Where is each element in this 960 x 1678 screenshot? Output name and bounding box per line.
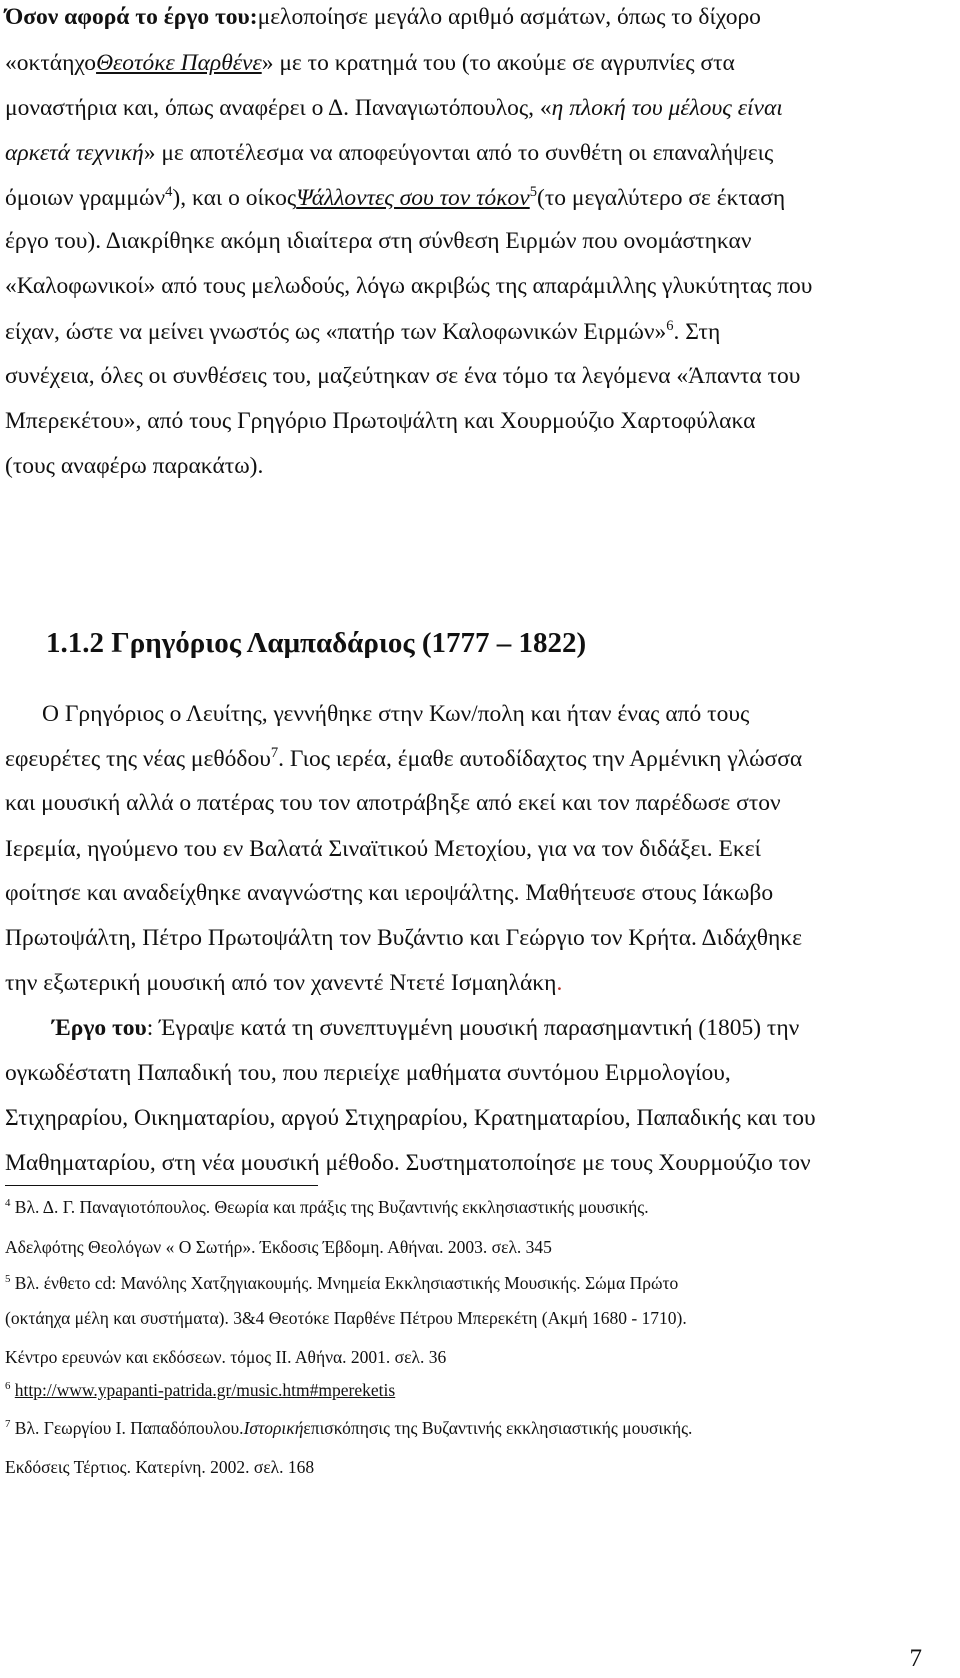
footnote-ref[interactable]: 7 [270, 745, 279, 762]
text-run: όμοιων γραμμών [5, 185, 166, 211]
text-run: . Γιος ιερέα, έμαθε αυτοδίδαχτος την Αρμένικη γλώσσα [278, 746, 803, 772]
text-run: μοναστήρια και, όπως αναφέρει ο Δ. Παναγιωτόπουλος, « [5, 95, 552, 121]
footnote-number: 6 [5, 1380, 11, 1393]
text-run: (το μεγαλύτερο σε έκταση [537, 185, 786, 211]
section-heading: 1.1.2 Γρηγόριος Λαμπαδάριος (1777 – 1822) [46, 627, 587, 659]
text-run: εφευρέτες της νέας μεθόδου [5, 746, 271, 772]
footnote-ref[interactable]: 4 [165, 184, 173, 201]
footnote-ref[interactable]: 5 [529, 184, 538, 201]
italic-word: Ιστορική [243, 1418, 304, 1438]
text-run: μελοποίησε μεγάλο αριθμό ασμάτων, όπως το δίχορο [257, 4, 761, 30]
text-run: είχαν, ώστε να μείνει γνωστός ως «πατήρ των Καλοφωνικών Ειρμών» [5, 319, 667, 345]
red-period: . [556, 970, 563, 996]
text-run: Βλ. Γεωργίου Ι. Παπαδόπουλου. [14, 1418, 244, 1438]
italic-quote: η πλοκή του μέλους είναι [551, 95, 783, 121]
document-page: Όσον αφορά το έργο του:μελοποίησε μεγάλο αριθμό ασμάτων, όπως το δίχορο «οκτάηχοΘεοτόκε Παρθένε» με το κρατημά του (το ακούμε σε αγρυπνίες στα μοναστήρια και, όπως αναφέρει ο Δ. Παναγιωτόπουλος, «η πλοκή του μέλους είναι αρκετά τεχνική» με αποτέλεσμα να αποφεύγονται από το συνθέτη οι επαναλήψεις όμοιων γραμμών$^4$), και ο οίκοςΨάλλοντες σου τον τόκον$^5$(το μεγαλύτερο σε έκταση έργο του). Διακρίθηκε ακόμη ιδιαίτερα στη σύνθεση Ειρμών που ονομάστηκαν «Καλοφωνικοί» από τους μελωδούς, λόγω ακριβώς της απαράμιλλης γλυκύτητας που είχαν, ώστε να μείνει γνωστός ως «πατήρ των Καλοφωνικών Ειρμών»$^6$. Στη συνέχεια, όλες οι συνθέσεις του, μαζεύτηκαν σε ένα τόμο τα λεγόμενα «Άπαντα του Μπερεκέτου», από τους Γρηγόριο Πρωτοψάλτη και Χουρμούζιο Χαρτοφύλακα (τους αναφέρω παρακάτω). 1.1.2 Γρηγόριος Λαμπαδάριος (1777 – 1822) Ο Γρηγόριος ο Λευίτης, γεννήθηκε στην Κων/πολη και ήταν ένας από τους εφευρέτες της νέας μεθόδου$^7$. Γιος ιερέα, έμαθε αυτοδίδαχτος την Αρμένικη γλώσσα και μουσική αλλά ο πατέρας του τον αποτράβηξε από εκεί και τον παρέδωσε στον Ιερεμία, ηγούμενο του εν Βαλατά Σιναϊτικού Μετοχίου, για να τον διδάξει. Εκεί φοίτησε και αναδείχθηκε αναγνώστης και ιεροψάλτης. Μαθήτευσε στους Ιάκωβο Πρωτοψάλτη, Πέτρο Πρωτοψάλτη τον Βυζάντιο και Γεώργιο τον Κρήτα. Διδάχθηκε την εξωτερική μουσική από τον χανεντέ Ντετέ Ισμαηλάκη. Έργο του: Έγραψε κατά τη συνεπτυγμένη μουσική παρασημαντική (1805) την ογκωδέστατη Παπαδική του, που περιείχε μαθήματα συντόμου Ειρμολογίου, Στιχηραρίου, Οικηματαρίου, αργού Στιχηραρίου, Κρατηματαρίου, Παπαδικής και του Μαθηματαρίου, στη νέα μουσική μέθοδο. Συστηματοποίησε με τους Χουρμούζιο τον $^4$ Βλ. Δ. Γ. Παναγιοτόπουλος. Θεωρία και πράξις της Βυζαντινής εκκλησιαστικής μουσικής. Αδελφότης Θεολόγων « Ο Σωτήρ». Έκδοσις Έβδομη. Αθήναι. 2003. σελ. 345 $^5$ Βλ. ένθετο cd: Μανόλης Χατζηγιακουμής. Μνημεία Εκκλησιαστικής Μουσικής. Σώμα Πρώτο (οκτάηχα μέλη και συστήματα). 3&4 Θεοτόκε Παρθένε Πέτρου Μπερεκέτη (Ακμή 1680 - 1710). Κέντρο ερευνών και εκδόσεων. τόμος ΙΙ. Αθήνα. 2001. σελ. 36 $^6$ http://www.ypapanti-patrida.gr/music.htm#mpereketis $^7$ Βλ. Γεωργίου Ι. Παπαδόπουλου.Ιστορικήεπισκόπησις της Βυζαντινής εκκλησιαστικής μουσικής. Εκδόσεις Τέρτιος. Κατερίνη. 2002. σελ. 168 7 [5, 4, 922, 1672]
text-run: » με αποτέλεσμα να αποφεύγονται από το συνθέτη οι επαναλήψεις [143, 140, 774, 166]
italic-title: Θεοτόκε Παρθένε [96, 50, 262, 76]
footnote-number: 7 [5, 1418, 11, 1431]
text-run: Βλ. Δ. Γ. Παναγιοτόπουλος. Θεωρία και πράξις της Βυζαντινής εκκλησιαστικής μουσικής. [14, 1197, 649, 1217]
text-run: την εξωτερική μουσική από τον χανεντέ Ντετέ Ισμαηλάκη [5, 970, 557, 996]
bold-phrase: Όσον αφορά το έργο του: [5, 4, 258, 30]
text-run: «οκτάηχο [5, 50, 97, 76]
italic-title: Ψάλλοντες σου τον τόκον [296, 185, 530, 211]
bold-phrase: Έργο του [52, 1015, 147, 1041]
italic-quote: αρκετά τεχνική [5, 140, 144, 166]
footnote-ref[interactable]: 6 [666, 318, 674, 335]
page-number: 7 [909, 1645, 922, 1672]
footnote-number: 4 [5, 1197, 11, 1210]
text-run: ), και ο οίκος [172, 185, 297, 211]
footnote-link[interactable]: http://www.ypapanti-patrida.gr/music.htm#mpereketis [14, 1380, 396, 1400]
text-run: . Στη [673, 319, 721, 345]
text-run: Βλ. ένθετο cd: Μανόλης Χατζηγιακουμής. Μνημεία Εκκλησιαστικής Μουσικής. Σώμα Πρώτο [14, 1273, 679, 1293]
text-run: : Έγραψε κατά τη συνεπτυγμένη μουσική παρασημαντική (1805) την [146, 1015, 800, 1041]
footnote-number: 5 [5, 1273, 11, 1286]
text-run: επισκόπησις της Βυζαντινής εκκλησιαστικής μουσικής. [303, 1418, 693, 1438]
footnote-separator [5, 1185, 318, 1186]
text-run: » με το κρατημά του (το ακούμε σε αγρυπνίες στα [261, 50, 735, 76]
